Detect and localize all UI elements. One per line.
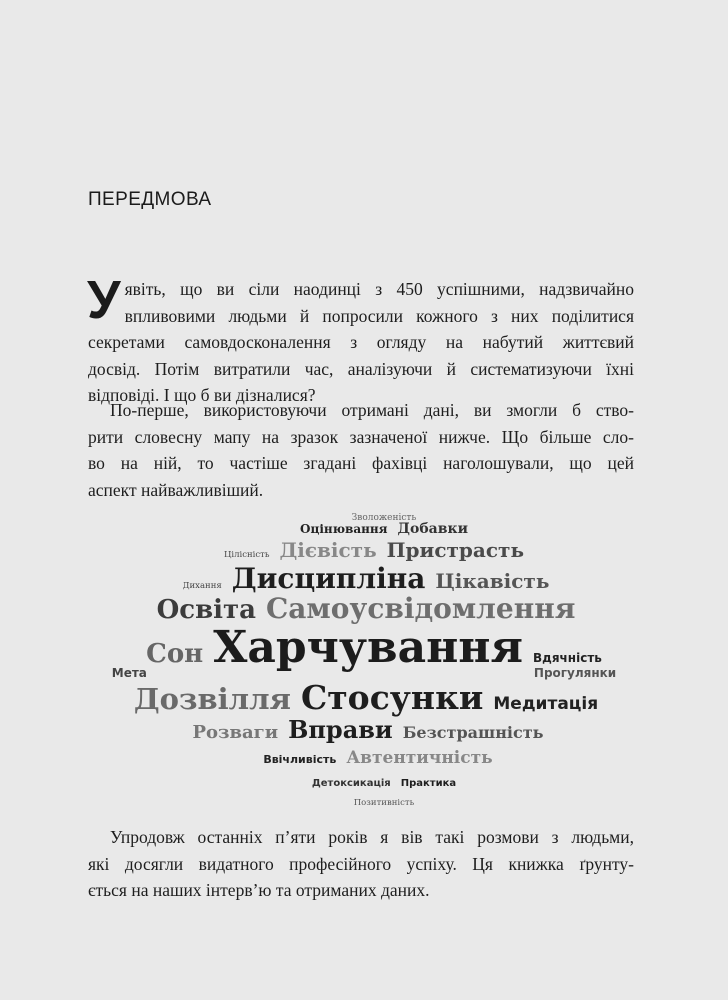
text-line: явіть, що ви сіли наодинці з 450 успішними, надзвичайно — [124, 279, 634, 299]
cloud-word: Пристрасть — [386, 538, 525, 562]
cloud-word: Самоусвідомлення — [266, 592, 576, 625]
cloud-word: Практика — [400, 778, 457, 789]
cloud-word: Мета — [111, 666, 147, 680]
cloud-word: Позитивність — [353, 798, 415, 808]
cloud-word: Зволоженість — [351, 513, 417, 523]
drop-cap: У — [87, 270, 121, 330]
cloud-word: Дихання — [182, 581, 222, 591]
text-line: аспект найважливіший. — [88, 479, 264, 500]
cloud-word: Розваги — [192, 722, 279, 743]
cloud-word: Дієвість — [279, 538, 377, 562]
cloud-word: Дисципліна — [231, 562, 426, 595]
cloud-word: Цікавість — [435, 569, 550, 593]
text-line: досвід. Потім витратили час, аналізуючи й систематизуючи їхні — [88, 358, 634, 379]
cloud-word: Ввічливість — [263, 753, 337, 766]
closing-paragraph — [88, 824, 634, 904]
page-heading: ПЕРЕДМОВА — [88, 189, 212, 210]
cloud-word: Харчування — [213, 622, 524, 673]
text-line: відповіді. І що б ви дізналися? — [88, 385, 316, 405]
intro-paragraph — [87, 270, 634, 409]
cloud-word: Добавки — [397, 521, 468, 537]
cloud-word: Цілісність — [223, 550, 270, 560]
text-line: секретами самовдосконалення з огляду на набутий життєвий — [88, 332, 634, 352]
cloud-word: Вправи — [288, 715, 393, 744]
cloud-word: Сон — [146, 639, 204, 669]
cloud-word: Детоксикація — [311, 778, 391, 789]
cloud-word: Медитація — [493, 694, 599, 714]
cloud-word: Вдячність — [533, 651, 602, 665]
text-line: Упродовж останніх п’яти років я вів такі розмови з людьми, — [110, 827, 634, 847]
cloud-word: Автентичність — [346, 748, 493, 768]
cloud-word: Оцінювання — [300, 522, 388, 536]
text-line: По-перше, використовуючи отримані дані, ви змогли б ство- — [110, 400, 634, 420]
cloud-word: Прогулянки — [533, 666, 617, 680]
text-line: во на ній, то частіше згадані фахівці наголошували, що цей — [88, 453, 634, 473]
cloud-word: Стосунки — [300, 678, 484, 717]
cloud-word: Освіта — [156, 595, 256, 625]
cloud-word: Безстрашність — [402, 723, 544, 742]
text-line: впливовими людьми й попросили кожного з них поділитися — [124, 305, 634, 326]
text-line: рити словесну мапу на зразок зазначеної нижче. Що більше сло- — [88, 426, 634, 447]
text-line: ється на наших інтерв’ю та отриманих даних. — [88, 880, 430, 900]
cloud-word: Дозвілля — [133, 682, 291, 716]
text-line: які досягли видатного професійного успіху. Ця книжка ґрунту- — [88, 853, 634, 874]
second-paragraph — [88, 397, 634, 503]
